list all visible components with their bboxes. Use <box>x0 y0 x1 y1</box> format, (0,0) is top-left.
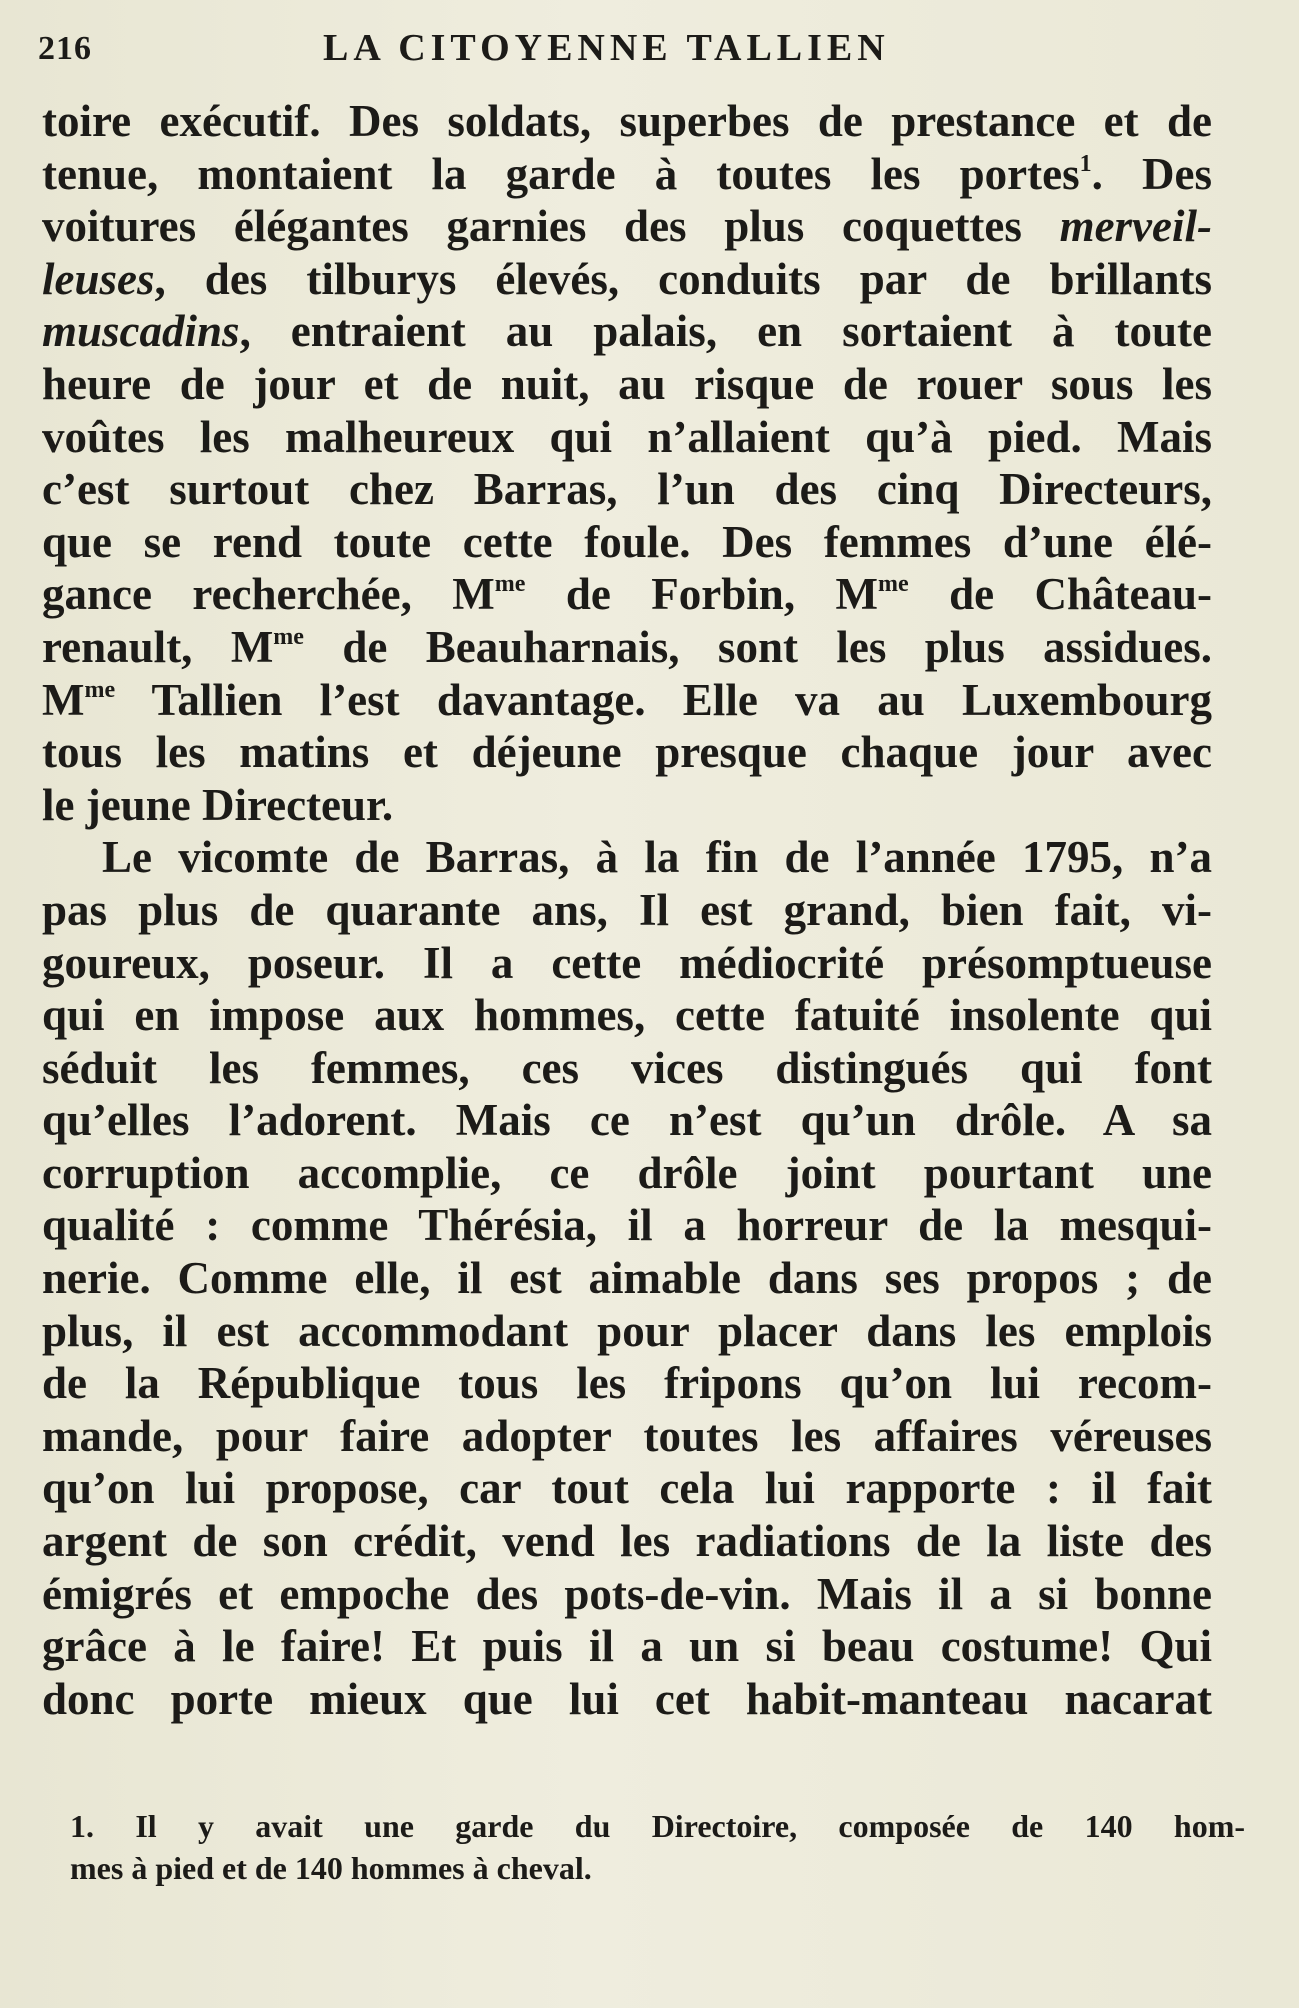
text-line: tous les matins et déjeune presque chaque jour avec <box>42 727 1212 778</box>
text-line: argent de son crédit, vend les radiations de la liste des <box>42 1516 1212 1567</box>
text-line: voitures élégantes garnies des plus coquettes merveil- <box>42 201 1212 252</box>
text-line: heure de jour et de nuit, au risque de rouer sous les <box>42 358 1212 409</box>
footnote-reference[interactable]: 1 <box>1079 150 1092 177</box>
text-line: renault, $M^{me}$ de Beauharnais, sont les plus assidues. <box>42 621 1212 672</box>
page-number: 216 <box>38 30 92 67</box>
footnotes <box>70 1805 1245 1889</box>
text-line: pas plus de quarante ans, Il est grand, bien fait, vi- <box>42 884 1212 935</box>
text-line: le jeune Directeur. <box>42 779 394 830</box>
text-line: Le vicomte de Barras, à la fin de l’année 1795, n’a <box>102 832 1212 883</box>
text-line: qui en impose aux hommes, cette fatuité insolente qui <box>42 990 1212 1041</box>
text-line: muscadins, entraient au palais, en sortaient à toute <box>42 306 1212 357</box>
text-line: corruption accomplie, ce drôle joint pourtant une <box>42 1147 1212 1198</box>
text-line: plus, il est accommodant pour placer dans les emplois <box>42 1305 1212 1356</box>
page-header <box>38 22 1253 82</box>
text-line: de la République tous les fripons qu’on lui recom- <box>42 1358 1212 1409</box>
text-line: toire exécutif. Des soldats, superbes de prestance et de <box>42 96 1212 146</box>
text-line: mande, pour faire adopter toutes les affaires véreuses <box>42 1410 1212 1461</box>
footnote-line: 1. Il y avait une garde du Directoire, composée de 140 hom- <box>70 1808 1245 1844</box>
text-line: leuses, des tilburys élevés, conduits par de brillants <box>42 253 1212 304</box>
text-line: voûtes les malheureux qui n’allaient qu’à pied. Mais <box>42 411 1212 462</box>
text-line: c’est surtout chez Barras, l’un des cinq Directeurs, <box>42 464 1212 515</box>
running-title: LA CITOYENNE TALLIEN <box>323 27 890 69</box>
body-text <box>42 95 1212 1725</box>
text-line: donc porte mieux que lui cet habit-manteau nacarat <box>42 1673 1212 1724</box>
text-line: tenue, montaient la garde à toutes les portes$^1$. Des <box>42 148 1212 199</box>
footnote-line: mes à pied et de 140 hommes à cheval. <box>70 1850 592 1886</box>
text-line: qualité : comme Thérésia, il a horreur de la mesqui- <box>42 1200 1212 1251</box>
text-line: émigrés et empoche des pots-de-vin. Mais il a si bonne <box>42 1568 1212 1619</box>
text-line: qu’on lui propose, car tout cela lui rapporte : il fait <box>42 1463 1212 1514</box>
text-line: $M^{me}$ Tallien l’est davantage. Elle va au Luxembourg <box>42 674 1212 725</box>
text-line: goureux, poseur. Il a cette médiocrité présomptueuse <box>42 937 1212 988</box>
text-line: gance recherchée, $M^{me}$ de Forbin, $M^{me}$ de Château- <box>42 569 1212 620</box>
text-line: nerie. Comme elle, il est aimable dans ses propos ; de <box>42 1253 1212 1304</box>
text-line: grâce à le faire! Et puis il a un si beau costume! Qui <box>42 1621 1212 1672</box>
text-line: séduit les femmes, ces vices distingués qui font <box>42 1042 1212 1093</box>
text-line: que se rend toute cette foule. Des femmes d’une élé- <box>42 516 1212 567</box>
text-line: qu’elles l’adorent. Mais ce n’est qu’un drôle. A sa <box>42 1095 1212 1146</box>
